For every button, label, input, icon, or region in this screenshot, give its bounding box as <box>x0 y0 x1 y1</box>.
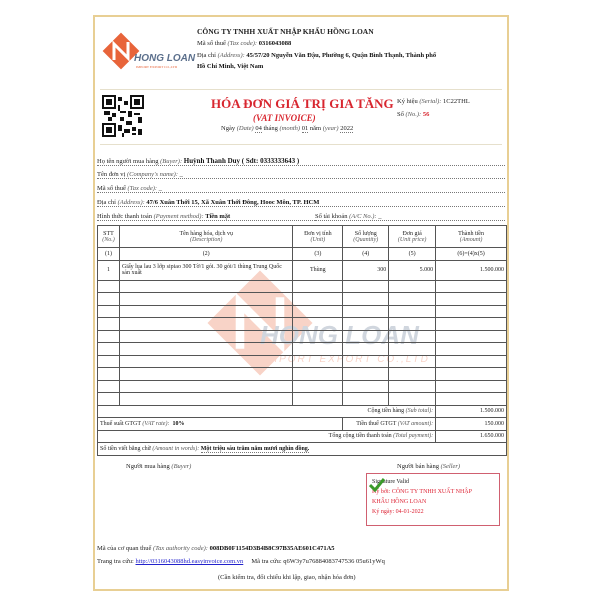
seller-name: CÔNG TY TNHH XUẤT NHẬP KHẨU HỒNG LOAN <box>197 27 374 36</box>
empty-cell <box>293 368 343 381</box>
vat-amount: 150.000 <box>436 418 507 431</box>
label: Số tiền viết bằng chữ <box>100 445 151 452</box>
label-en: (A/C No.): <box>349 213 377 220</box>
divider <box>100 89 502 90</box>
empty-cell <box>119 280 292 293</box>
signed-by-line2: KHẨU HỒNG LOAN <box>372 499 427 505</box>
label: Trang tra cứu: <box>97 558 134 565</box>
number-value: 56 <box>422 111 430 118</box>
label: Tên đơn vị <box>97 171 126 178</box>
label: Ngày <box>221 125 236 132</box>
column-header <box>436 226 507 248</box>
empty-cell <box>293 355 343 368</box>
empty-cell <box>436 355 507 368</box>
empty-cell <box>343 280 389 293</box>
empty-cell <box>119 355 292 368</box>
label-en: (Address): <box>217 52 245 59</box>
empty-cell <box>343 380 389 393</box>
empty-cell <box>293 280 343 293</box>
total-value: 1.650.000 <box>436 430 507 443</box>
cell-no: 1 <box>98 260 120 280</box>
empty-row <box>98 355 507 368</box>
logo-text: HONG LOAN <box>134 53 196 64</box>
seller-address-value: 45/57/20 Nguyễn Văn Đậu, Phường 6, Quận Bình Thạnh, Thành phố <box>246 52 437 59</box>
cell-unit: Thùng <box>293 260 343 280</box>
label-en: (Tax code): <box>127 185 158 192</box>
column-header <box>293 226 343 248</box>
signature-valid: Signature Valid <box>372 479 410 485</box>
header-label: Đơn vị tính <box>304 230 332 237</box>
label: Cộng tiền hàng <box>367 408 405 415</box>
empty-cell <box>293 343 343 356</box>
seller-address <box>197 52 436 59</box>
label-en: (Address): <box>117 199 145 206</box>
empty-cell <box>119 368 292 381</box>
empty-cell <box>389 355 436 368</box>
buyer-name: Huỳnh Thanh Duy ( Sdt: 0333333643 ) <box>183 157 300 165</box>
empty-cell <box>436 318 507 331</box>
header-label-en: (Description) <box>190 236 223 243</box>
invoice-serial <box>397 98 470 105</box>
empty-cell <box>389 330 436 343</box>
empty-cell <box>98 380 120 393</box>
empty-cell <box>293 305 343 318</box>
label: tháng <box>263 125 278 132</box>
empty-row <box>98 293 507 306</box>
empty-cell <box>98 368 120 381</box>
empty-cell <box>119 293 292 306</box>
buyer-company: _ <box>179 171 183 178</box>
empty-cell <box>343 305 389 318</box>
label-en: (Amount in words): <box>152 445 200 452</box>
empty-cell <box>119 330 292 343</box>
checkmark-icon <box>369 478 385 492</box>
label: Hình thức thanh toán <box>97 213 152 220</box>
empty-cell <box>343 393 389 406</box>
empty-cell <box>293 318 343 331</box>
seller-tax-code: 0316043088 <box>258 40 292 47</box>
label: Tổng cộng tiền thanh toán <box>328 433 392 440</box>
label-en: (Payment method): <box>153 213 204 220</box>
payment-method: Tiền mặt <box>205 213 231 220</box>
empty-row <box>98 343 507 356</box>
header-label: STT <box>103 230 114 237</box>
empty-cell <box>389 305 436 318</box>
label-en: (Buyer): <box>160 158 183 165</box>
digital-signature-box[interactable] <box>366 473 500 526</box>
payment-row <box>97 213 315 221</box>
empty-cell <box>389 380 436 393</box>
label: năm <box>309 125 322 132</box>
empty-cell <box>98 280 120 293</box>
buyer-company-row <box>97 171 505 179</box>
empty-cell <box>389 368 436 381</box>
empty-row <box>98 380 507 393</box>
vat-row <box>98 418 507 431</box>
qr-code-icon[interactable] <box>102 95 144 137</box>
year: 2022 <box>340 125 354 132</box>
empty-cell <box>436 280 507 293</box>
empty-cell <box>98 318 120 331</box>
seller-signature-label <box>397 463 460 470</box>
tax-authority-code-row <box>97 545 335 552</box>
empty-cell <box>119 380 292 393</box>
empty-cell <box>436 368 507 381</box>
lookup-link[interactable]: http://0316043088hd.easyinvoice.com.vn <box>135 558 244 565</box>
subtotal-row <box>98 405 507 418</box>
buyer-address-row <box>97 199 505 207</box>
table-header-row <box>98 226 507 248</box>
label-en: (Date) <box>236 125 254 132</box>
empty-cell <box>293 380 343 393</box>
cell-desc: Giấy lụa lau 3 lớp sipiao 300 Tờ/1 gói. 30 gói/1 thùng Trung Quốc sản xuất <box>119 260 292 280</box>
empty-cell <box>389 343 436 356</box>
empty-cell <box>436 330 507 343</box>
lookup-row <box>97 558 385 565</box>
signed-by: Ký bởi: CÔNG TY TNHH XUẤT NHẬP <box>372 489 472 495</box>
label: Địa chỉ <box>197 52 216 59</box>
empty-row <box>98 318 507 331</box>
label: Tiền thuế GTGT <box>356 420 397 427</box>
signed-date: Ký ngày: 04-01-2022 <box>372 509 424 515</box>
items-table <box>97 225 507 456</box>
empty-cell <box>98 305 120 318</box>
header-label-en: (Quantity) <box>353 236 379 243</box>
empty-cell <box>293 330 343 343</box>
empty-cell <box>98 393 120 406</box>
empty-cell <box>293 393 343 406</box>
empty-row <box>98 280 507 293</box>
footer-note: (Cần kiểm tra, đối chiếu khi lập, giao, nhận hóa đơn) <box>218 574 356 581</box>
month: 01 <box>301 125 309 132</box>
invoice-date <box>221 125 353 132</box>
header-label: Số lượng <box>354 230 377 237</box>
empty-cell <box>436 380 507 393</box>
header-label: Đơn giá <box>402 230 422 237</box>
empty-cell <box>119 343 292 356</box>
label: Mã của cơ quan thuế <box>97 545 152 552</box>
header-label-en: (Unit) <box>310 236 326 243</box>
account-no: _ <box>378 213 382 220</box>
empty-cell <box>389 393 436 406</box>
buyer-name-row <box>97 157 505 166</box>
total-row <box>98 430 507 443</box>
label: Mã số thuế <box>97 185 126 192</box>
empty-cell <box>98 293 120 306</box>
label: Mã số thuế <box>197 40 226 47</box>
lookup-code: q6W3y7u76884083747536 05u61yWq <box>283 558 385 565</box>
column-index: (6)=(4)x(5) <box>436 248 507 261</box>
label: Số tài khoản <box>315 213 348 220</box>
account-row <box>315 213 505 221</box>
column-index: (2) <box>119 248 292 261</box>
divider <box>100 144 502 145</box>
empty-cell <box>389 293 436 306</box>
empty-cell <box>343 330 389 343</box>
label-en: (Buyer) <box>171 463 192 470</box>
invoice-number <box>397 111 429 118</box>
serial-value: 1C22THL <box>443 98 470 105</box>
empty-cell <box>436 343 507 356</box>
column-index: (4) <box>343 248 389 261</box>
label: Số <box>397 111 404 118</box>
label: Địa chỉ <box>97 199 116 206</box>
label-en: (Tax code): <box>227 40 258 47</box>
empty-cell <box>436 393 507 406</box>
label-en: (Seller) <box>440 463 461 470</box>
label-en: (year) <box>322 125 339 132</box>
label: Họ tên người mua hàng <box>97 158 159 165</box>
empty-cell <box>436 293 507 306</box>
label-en: (Total payment): <box>393 433 434 440</box>
header-label: Thành tiền <box>458 230 484 237</box>
seller-address-line2: Hồ Chí Minh, Việt Nam <box>197 63 264 70</box>
seller-tax <box>197 40 291 47</box>
label-en: (month) <box>279 125 301 132</box>
label-en: (Sub total): <box>405 408 434 415</box>
empty-cell <box>343 343 389 356</box>
column-header <box>343 226 389 248</box>
invoice-title: HÓA ĐƠN GIÁ TRỊ GIA TĂNG <box>211 96 394 111</box>
label-en: (VAT amount): <box>397 420 434 427</box>
header-label-en: (Unit price) <box>397 236 427 243</box>
column-header <box>98 226 120 248</box>
empty-cell <box>98 355 120 368</box>
label-en: (VAT rate): <box>142 420 170 427</box>
label-en: (Tax authority code): <box>152 545 208 552</box>
subtotal-value: 1.500.000 <box>436 405 507 418</box>
column-header <box>119 226 292 248</box>
header-label-en: (Amount) <box>459 236 483 243</box>
words-row <box>98 443 507 456</box>
empty-row <box>98 305 507 318</box>
empty-row <box>98 330 507 343</box>
column-header <box>389 226 436 248</box>
cell-amount: 1.500.000 <box>436 260 507 280</box>
label-en: (No.): <box>405 111 422 118</box>
tax-authority-code: 008DB0F1154D3B4B8C97B35AE601C471A5 <box>209 545 335 552</box>
buyer-signature-label <box>126 463 191 470</box>
buyer-tax: _ <box>158 185 162 192</box>
empty-row <box>98 368 507 381</box>
logo-subtext: IMPORT EXPORT CO.,LTD <box>136 65 178 69</box>
header-label-en: (No.) <box>102 236 115 243</box>
column-index: (5) <box>389 248 436 261</box>
empty-cell <box>343 355 389 368</box>
empty-cell <box>389 318 436 331</box>
empty-cell <box>119 305 292 318</box>
empty-cell <box>119 318 292 331</box>
label: Thuế suất GTGT <box>100 420 141 427</box>
day: 04 <box>255 125 262 132</box>
empty-row <box>98 393 507 406</box>
vat-rate: 10% <box>172 420 185 427</box>
cell-price: 5.000 <box>389 260 436 280</box>
header-label: Tên hàng hóa, dịch vụ <box>179 230 233 237</box>
column-index: (3) <box>293 248 343 261</box>
label: Mã tra cứu: <box>251 558 282 565</box>
buyer-tax-row <box>97 185 505 193</box>
empty-cell <box>436 305 507 318</box>
buyer-address: 47/6 Xuân Thới 15, Xã Xuân Thới Đông, Hooc Môn, TP. HCM <box>146 199 320 206</box>
column-index: (1) <box>98 248 120 261</box>
empty-cell <box>98 343 120 356</box>
table-index-row <box>98 248 507 261</box>
watermark-subtext: IMPORT EXPORT CO.,LTD <box>264 354 430 365</box>
empty-cell <box>98 330 120 343</box>
amount-in-words: Một triệu sáu trăm năm mươi nghìn đồng. <box>200 445 310 452</box>
watermark-text: HONG LOAN <box>260 320 419 350</box>
label-en: (Serial): <box>419 98 442 105</box>
table-row <box>98 260 507 280</box>
label-en: (Company's name): <box>126 171 179 178</box>
cell-qty: 300 <box>343 260 389 280</box>
empty-cell <box>343 293 389 306</box>
label: Người bán hàng <box>397 463 439 470</box>
empty-cell <box>293 293 343 306</box>
empty-cell <box>119 393 292 406</box>
label: Ký hiệu <box>397 98 418 105</box>
empty-cell <box>389 280 436 293</box>
empty-cell <box>343 368 389 381</box>
label: Người mua hàng <box>126 463 170 470</box>
invoice-subtitle: (VAT INVOICE) <box>253 113 316 123</box>
empty-cell <box>343 318 389 331</box>
